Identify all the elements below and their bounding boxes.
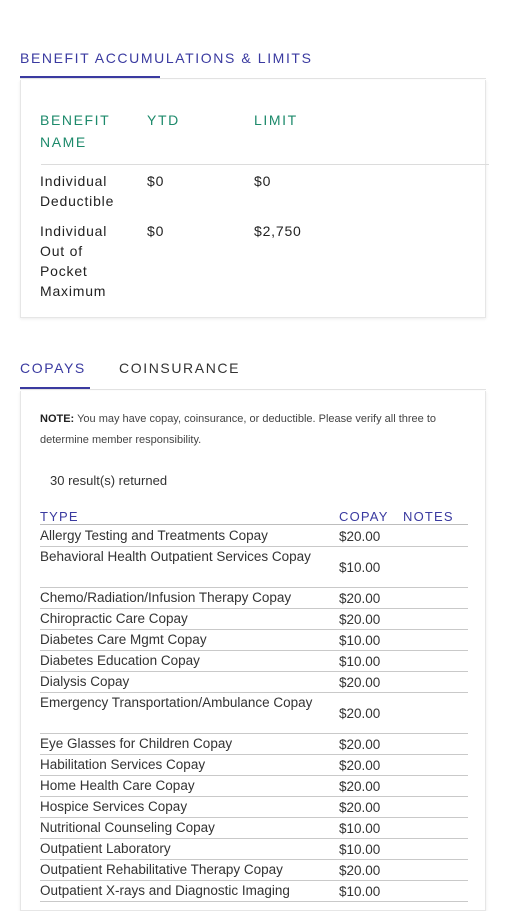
copay-type: Outpatient Laboratory: [40, 841, 171, 856]
benefit-row-1-name: Individual Deductible: [40, 173, 115, 209]
copay-table-header-divider: [40, 524, 468, 525]
copay-type: Chemo/Radiation/Infusion Therapy Copay: [40, 590, 292, 605]
tab-coinsurance[interactable]: COINSURANCE: [119, 360, 241, 376]
table-row: [40, 609, 468, 630]
tab-copays[interactable]: COPAYS: [20, 360, 86, 376]
copay-type: Diabetes Care Mgmt Copay: [40, 632, 207, 647]
copay-table-body: [40, 526, 468, 902]
header-notes: NOTES: [403, 509, 454, 524]
copay-amount: $10.00: [339, 841, 381, 857]
table-row: [40, 630, 468, 651]
copay-amount: $20.00: [339, 736, 381, 752]
copay-type: Behavioral Health Outpatient Services Copay: [40, 549, 311, 564]
table-row: [40, 588, 468, 609]
benefit-row-2-limit: $2,750: [254, 223, 302, 239]
tabs-divider: [20, 389, 486, 390]
copay-type: Chiropractic Care Copay: [40, 611, 188, 626]
table-row: [40, 797, 468, 818]
copay-amount: $20.00: [339, 674, 381, 690]
copay-amount: $20.00: [339, 705, 381, 721]
table-row: [40, 860, 468, 881]
header-ytd: YTD: [147, 112, 180, 128]
copay-type: Dialysis Copay: [40, 674, 130, 689]
copay-type: Diabetes Education Copay: [40, 653, 200, 668]
table-row: [40, 881, 468, 902]
copay-amount: $10.00: [339, 820, 381, 836]
table-row: [40, 693, 468, 734]
copay-type: Emergency Transportation/Ambulance Copay: [40, 695, 313, 710]
header-copay: COPAY: [339, 509, 389, 524]
benefits-header-divider: [41, 164, 489, 165]
note-label: NOTE:: [40, 413, 75, 425]
copay-amount: $20.00: [339, 590, 381, 606]
table-row: [40, 755, 468, 776]
copay-type: Habilitation Services Copay: [40, 757, 206, 772]
copay-amount: $10.00: [339, 883, 381, 899]
benefit-row-2-name: Individual Out of Pocket Maximum: [40, 223, 108, 299]
copay-amount: $10.00: [339, 653, 381, 669]
header-type: TYPE: [40, 509, 79, 524]
copay-amount: $10.00: [339, 559, 381, 575]
header-benefit-name: BENEFIT NAME: [40, 112, 111, 150]
copay-type: Allergy Testing and Treatments Copay: [40, 528, 268, 543]
copay-type: Hospice Services Copay: [40, 799, 188, 814]
copay-amount: $20.00: [339, 862, 381, 878]
benefit-row-1-ytd: $0: [147, 173, 165, 189]
copays-card: [20, 391, 486, 911]
copay-amount: $10.00: [339, 632, 381, 648]
table-row: [40, 734, 468, 755]
copay-amount: $20.00: [339, 778, 381, 794]
copay-type: Outpatient X-rays and Diagnostic Imaging: [40, 883, 290, 898]
header-limit: LIMIT: [254, 112, 298, 128]
table-row: [40, 776, 468, 797]
copay-amount: $20.00: [339, 799, 381, 815]
table-row: [40, 526, 468, 547]
section-title-divider: [20, 78, 486, 79]
table-row: [40, 818, 468, 839]
benefit-row-2-ytd: $0: [147, 223, 165, 239]
table-row: [40, 547, 468, 588]
copay-amount: $20.00: [339, 611, 381, 627]
copay-amount: $20.00: [339, 528, 381, 544]
table-row: [40, 839, 468, 860]
copay-type: Outpatient Rehabilitative Therapy Copay: [40, 862, 283, 877]
copay-amount: $20.00: [339, 757, 381, 773]
results-count: 30 result(s) returned: [50, 473, 168, 488]
table-row: [40, 651, 468, 672]
note-body: You may have copay, coinsurance, or deductible. Please verify all three to determine member responsibility.: [40, 413, 437, 446]
copay-type: Home Health Care Copay: [40, 778, 195, 793]
copay-type: Eye Glasses for Children Copay: [40, 736, 233, 751]
benefits-section-title: BENEFIT ACCUMULATIONS & LIMITS: [20, 50, 313, 66]
note-text: [40, 409, 470, 451]
benefit-row-1-limit: $0: [254, 173, 272, 189]
table-row: [40, 672, 468, 693]
benefits-card: [20, 80, 486, 318]
copay-type: Nutritional Counseling Copay: [40, 820, 215, 835]
